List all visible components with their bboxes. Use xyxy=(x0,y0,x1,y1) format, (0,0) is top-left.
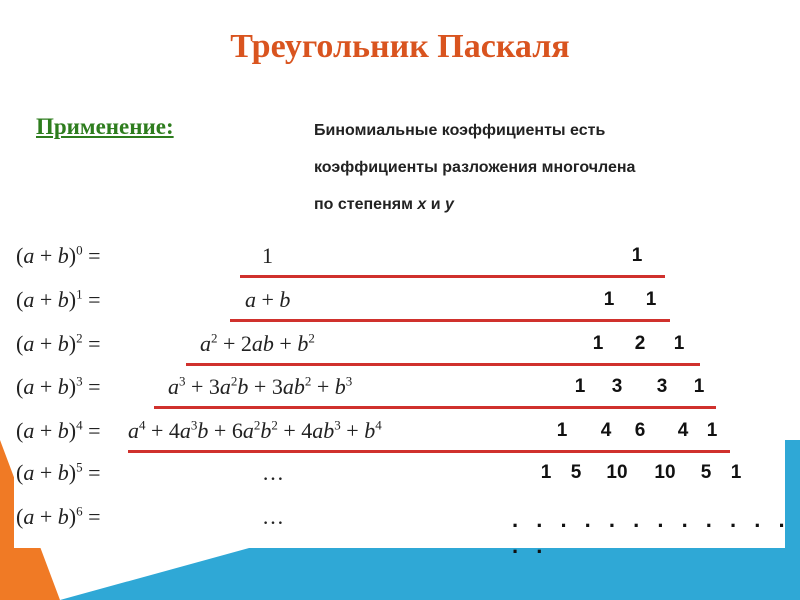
section-label: Применение: xyxy=(36,114,174,139)
expansion-row-6: … xyxy=(262,504,284,529)
description-prefix: по степеням xyxy=(314,196,418,213)
pascal-coefficient: 10 xyxy=(606,462,628,483)
expansion-row-3: $a^3 + 3a^2b + 3ab^2 + b^3$ xyxy=(168,373,353,399)
pascal-coefficient: 5 xyxy=(570,462,582,483)
pascal-coefficient: 1 xyxy=(645,289,657,310)
pascal-coefficient: 1 xyxy=(540,462,552,483)
description-line-2: коэффициенты разложения многочлена xyxy=(314,159,636,176)
description-line-3 xyxy=(314,186,774,223)
binomial-power-1: $(a + b)^1$ = xyxy=(16,286,101,312)
description-conjunction: и xyxy=(426,196,445,213)
slide-title: Треугольник Паскаля xyxy=(230,28,570,65)
trailing-dots: . . . . . . . . . . . . . . xyxy=(512,507,791,558)
expansion-row-2: $a^2 + 2ab + b^2$ xyxy=(200,330,315,356)
variable-x: x xyxy=(417,196,427,213)
pascal-coefficient: 3 xyxy=(611,376,623,397)
underline-row-1 xyxy=(230,319,670,322)
pascal-coefficient: 5 xyxy=(700,462,712,483)
expansion-row-5: … xyxy=(262,460,284,485)
variable-y: y xyxy=(445,196,454,213)
binomial-power-4: $(a + b)^4$ = xyxy=(16,417,101,443)
binomial-power-3: $(a + b)^3$ = xyxy=(16,373,101,399)
underline-row-0 xyxy=(240,275,665,278)
description-line-1: Биномиальные коэффициенты есть xyxy=(314,122,606,139)
pascal-coefficient: 1 xyxy=(556,420,568,441)
pascal-coefficient: 1 xyxy=(603,289,615,310)
pascal-coefficient: 4 xyxy=(600,420,612,441)
pascal-coefficient: 1 xyxy=(631,245,643,266)
pascal-coefficient: 4 xyxy=(677,420,689,441)
pascal-coefficient: 1 xyxy=(673,333,685,354)
expansion-row-0: 1 xyxy=(262,243,273,268)
underline-row-4 xyxy=(128,450,730,453)
binomial-power-5: $(a + b)^5$ = xyxy=(16,459,101,485)
binomial-power-0: $(a + b)^0$ = xyxy=(16,242,101,268)
binomial-power-6: $(a + b)^6$ = xyxy=(16,503,101,529)
underline-row-3 xyxy=(154,406,716,409)
pascal-coefficient: 1 xyxy=(693,376,705,397)
pascal-coefficient: 2 xyxy=(634,333,646,354)
pascal-coefficient: 1 xyxy=(574,376,586,397)
description-text xyxy=(314,112,774,223)
content-panel xyxy=(14,236,785,548)
expansion-row-1: a + b xyxy=(245,287,291,312)
underline-row-2 xyxy=(186,363,700,366)
pascal-coefficient: 10 xyxy=(654,462,676,483)
pascal-coefficient: 3 xyxy=(656,376,668,397)
expansion-row-4: $a^4 + 4a^3b + 6a^2b^2 + 4ab^3 + b^4$ xyxy=(128,417,382,443)
pascal-coefficient: 1 xyxy=(592,333,604,354)
binomial-power-2: $(a + b)^2$ = xyxy=(16,330,101,356)
pascal-coefficient: 1 xyxy=(730,462,742,483)
pascal-coefficient: 1 xyxy=(706,420,718,441)
pascal-coefficient: 6 xyxy=(634,420,646,441)
